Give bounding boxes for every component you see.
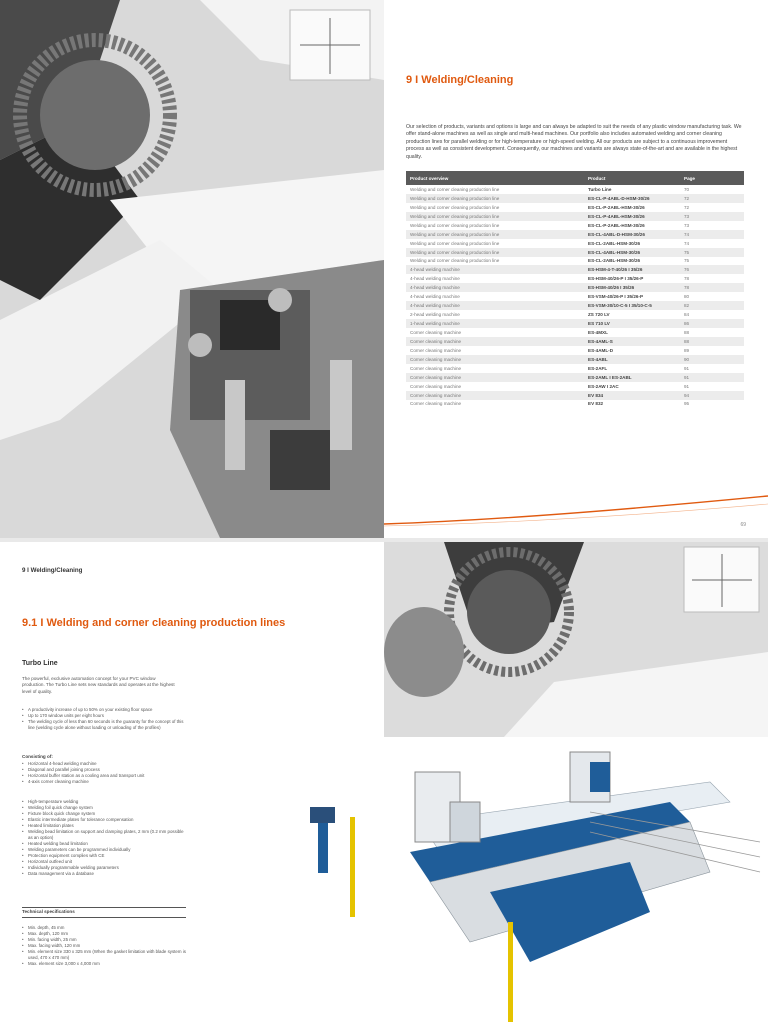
table-cell-category: 4-head welding machine (406, 301, 584, 310)
table-row (406, 400, 744, 409)
table-cell-product: ES-CL-4ABL-HSM-30/26 (584, 248, 680, 257)
table-cell-product: ZS 720 LV (584, 310, 680, 319)
table-cell-product: ES-CL-P-4ABL-HSM-30/26 (584, 212, 680, 221)
table-cell-product: ES-CL-4ABL-D-HSM-30/26 (584, 230, 680, 239)
table-row (406, 257, 744, 266)
table-row (406, 221, 744, 230)
table-row (406, 239, 744, 248)
benefit-list (22, 707, 187, 731)
table-cell-category: Corner cleaning machine (406, 337, 584, 346)
list-item: • Welding parameters can be programmed individually (22, 847, 187, 853)
table-row (406, 283, 744, 292)
list-item: • Min. depth, 45 mm (22, 925, 187, 931)
table-cell-category: Welding and corner cleaning production line (406, 194, 584, 203)
table-cell-product: ES-HSM-40/26 I 35/26 (584, 283, 680, 292)
table-cell-category: Welding and corner cleaning production line (406, 248, 584, 257)
table-cell-category: Welding and corner cleaning production line (406, 185, 584, 194)
table-cell-category: Corner cleaning machine (406, 355, 584, 364)
table-row (406, 355, 744, 364)
table-cell-category: 4-head welding machine (406, 265, 584, 274)
table-cell-category: 1-head welding machine (406, 319, 584, 328)
list-item: • Max. facing width, 120 mm (22, 943, 187, 949)
table-cell-product: ES-4MXL (584, 328, 680, 337)
table-cell-page: 78 (680, 283, 744, 292)
list-item: • High-temperature welding (22, 799, 187, 805)
list-item: • Individually programmable welding parameters (22, 865, 187, 871)
table-row (406, 185, 744, 194)
table-cell-page: 91 (680, 364, 744, 373)
table-cell-page: 86 (680, 319, 744, 328)
table-cell-category: Corner cleaning machine (406, 328, 584, 337)
table-row (406, 319, 744, 328)
list-item: • Max. element size 3,000 x 4,000 mm (22, 961, 187, 967)
table-cell-page: 88 (680, 337, 744, 346)
list-item: • The welding cycle of less than 60 seconds is the guaranty for the concept of this line (welding cycle alone without loading or unloading of the profiles) (22, 719, 187, 731)
section-title-production-lines: 9.1 I Welding and corner cleaning production lines (22, 617, 286, 629)
divider (22, 917, 186, 918)
table-cell-category: Corner cleaning machine (406, 391, 584, 400)
divider (22, 907, 186, 908)
table-cell-product: EV 834 (584, 391, 680, 400)
table-cell-category: Corner cleaning machine (406, 373, 584, 382)
table-row (406, 373, 744, 382)
table-cell-product: ES-2AW I 2AC (584, 382, 680, 391)
list-item: • Diagonal and parallel joining process (22, 767, 187, 773)
list-item: • A productivity increase of up to 50% on your existing floor space (22, 707, 187, 713)
header-product: Product (584, 171, 680, 185)
table-cell-category: 4-head welding machine (406, 274, 584, 283)
table-row (406, 346, 744, 355)
table-row (406, 248, 744, 257)
section-title: 9 I Welding/Cleaning (406, 74, 514, 86)
list-item: • Up to 170 window units per eight hours (22, 713, 187, 719)
page-number: 69 (740, 522, 746, 528)
list-item: • Horizontal outfeed unit (22, 859, 187, 865)
list-item: • Welding bead limitation on support and clamping plates, 2 mm (0.2 mm possible as an option) (22, 829, 187, 841)
list-item: • Min. facing width, 25 mm (22, 937, 187, 943)
table-cell-product: EV 832 (584, 400, 680, 409)
list-item: • Heated welding bead limitation (22, 841, 187, 847)
table-cell-product: ES 710 LV (584, 319, 680, 328)
turbo-line-description: The powerful, exclusive automation concept for your PVC window production. The Turbo Line sets new standards and operates at the highest level of quality. (22, 676, 175, 694)
subhead-turbo-line: Turbo Line (22, 660, 58, 667)
intro-paragraph: Our selection of products, variants and options is large and can always be adapted to suit the needs of any plastic window manufacturing task. We offer stand-alone machines as well as single and multi-head machines. Our portfolio also includes automated welding and corner cleaning production lines for parallel welding or for high-temperature or high-speed welding. All our products are subject to a continuous improvement process as well as consistent development. Consequently, our machines and variants are always state-of-the-art and are available in the highest quality. (406, 124, 742, 160)
list-item: • Elastic intermediate plates for tolerance compensation (22, 817, 187, 823)
table-cell-page: 94 (680, 391, 744, 400)
table-cell-page: 80 (680, 292, 744, 301)
table-cell-product: ES-HSM-40/26-P I 35/26-P (584, 274, 680, 283)
table-cell-product: Turbo Line (584, 185, 680, 194)
table-cell-category: Welding and corner cleaning production line (406, 239, 584, 248)
table-cell-category: Corner cleaning machine (406, 400, 584, 409)
list-item: • Horizontal buffer station as a cooling area and transport unit (22, 773, 187, 779)
table-cell-page: 78 (680, 274, 744, 283)
table-row (406, 364, 744, 373)
table-row (406, 274, 744, 283)
table-cell-category: Welding and corner cleaning production line (406, 212, 584, 221)
table-cell-product: ES-4AML-S (584, 337, 680, 346)
table-cell-category: 4-head welding machine (406, 292, 584, 301)
table-row (406, 337, 744, 346)
table-cell-page: 74 (680, 230, 744, 239)
list-item: • Fixture block quick change system (22, 811, 187, 817)
turbo-line-machine-photo (290, 742, 768, 1024)
list-item: • Horizontal 4-head welding machine (22, 761, 187, 767)
table-cell-product: ES-VSM-40/26-P I 35/26-P (584, 292, 680, 301)
table-cell-product: ES-CL-P-2ABL-HSM-30/26 (584, 203, 680, 212)
product-overview-body (406, 185, 744, 408)
table-cell-category: Welding and corner cleaning production line (406, 203, 584, 212)
table-cell-page: 91 (680, 373, 744, 382)
table-row (406, 292, 744, 301)
list-item: • Min. element size 330 x 325 mm (When the gasket limitation with blade system is used, 470 x 470 mm) (22, 949, 187, 961)
table-cell-product: ES-2AFL (584, 364, 680, 373)
table-cell-product: ES-CL-2ABL-HSM-30/26 (584, 257, 680, 266)
table-row (406, 310, 744, 319)
table-cell-category: Corner cleaning machine (406, 382, 584, 391)
table-cell-category: 2-head welding machine (406, 310, 584, 319)
list-item: • Welding foil quick change system (22, 805, 187, 811)
list-item: • 4-axis corner cleaning machine (22, 779, 187, 785)
table-cell-page: 72 (680, 203, 744, 212)
running-header: 9 I Welding/Cleaning (22, 567, 83, 574)
technical-specifications-list (22, 925, 187, 967)
decorative-swoosh (384, 490, 768, 530)
table-cell-product: ES-CL-P-4ABL-D-HSM-30/26 (584, 194, 680, 203)
features-list (22, 799, 187, 877)
brochure-page-bottom (0, 542, 768, 1024)
consisting-of-label: Consisting of: (22, 754, 53, 759)
table-cell-category: Corner cleaning machine (406, 346, 584, 355)
table-cell-page: 73 (680, 221, 744, 230)
table-cell-page: 72 (680, 194, 744, 203)
table-cell-page: 76 (680, 265, 744, 274)
header-page: Page (680, 171, 744, 185)
table-row (406, 382, 744, 391)
list-item: • Max. depth, 120 mm (22, 931, 187, 937)
table-cell-category: Welding and corner cleaning production line (406, 257, 584, 266)
table-cell-page: 75 (680, 248, 744, 257)
table-header-row (406, 171, 744, 185)
components-list (22, 761, 187, 785)
table-row (406, 301, 744, 310)
table-cell-page: 82 (680, 301, 744, 310)
table-cell-product: ES-4AML-D (584, 346, 680, 355)
table-cell-page: 74 (680, 239, 744, 248)
table-cell-product: ES-CL-2ABL-HSM-30/26 (584, 239, 680, 248)
table-cell-page: 84 (680, 310, 744, 319)
table-row (406, 328, 744, 337)
table-cell-category: Welding and corner cleaning production line (406, 230, 584, 239)
list-item: • Heated limitation plates (22, 823, 187, 829)
table-cell-page: 91 (680, 382, 744, 391)
table-cell-page: 90 (680, 355, 744, 364)
table-row (406, 212, 744, 221)
table-cell-page: 88 (680, 328, 744, 337)
table-cell-product: ES-CL-P-2ABL-HSM-30/26 (584, 221, 680, 230)
table-cell-product: ES-4ABL (584, 355, 680, 364)
table-cell-category: Corner cleaning machine (406, 364, 584, 373)
table-cell-page: 70 (680, 185, 744, 194)
table-row (406, 203, 744, 212)
table-cell-product: ES-VSM-30/10-C-5 I 35/10-C-5 (584, 301, 680, 310)
table-cell-page: 73 (680, 212, 744, 221)
welding-machine-photo (0, 0, 384, 538)
table-cell-product: ES-HSM-4-T-40/26 I 35/26 (584, 265, 680, 274)
list-item: • Protection equipment complies with CE (22, 853, 187, 859)
saw-blade-photo (384, 542, 768, 737)
table-cell-product: ES-2AML I ES-2ABL (584, 373, 680, 382)
table-row (406, 265, 744, 274)
list-item: • Data management via a database (22, 871, 187, 877)
table-row (406, 194, 744, 203)
table-cell-category: 4-head welding machine (406, 283, 584, 292)
table-cell-page: 95 (680, 400, 744, 409)
product-overview-table (406, 171, 744, 408)
table-cell-page: 89 (680, 346, 744, 355)
table-cell-page: 75 (680, 257, 744, 266)
technical-specifications-label: Technical specifications (22, 909, 75, 914)
table-cell-category: Welding and corner cleaning production line (406, 221, 584, 230)
table-row (406, 391, 744, 400)
header-product-overview: Product overview (406, 171, 584, 185)
table-row (406, 230, 744, 239)
